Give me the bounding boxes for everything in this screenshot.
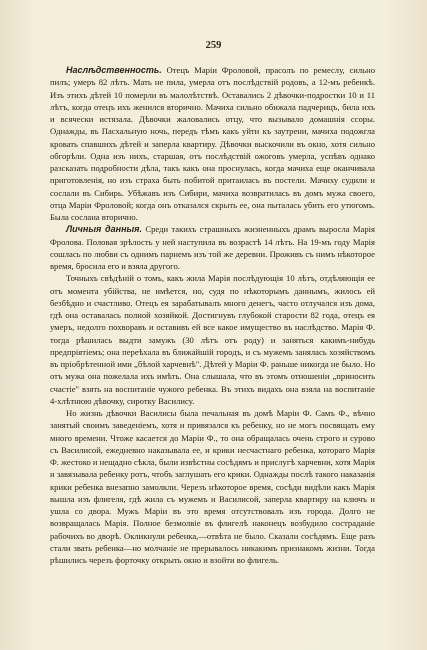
paragraph-text: Точныхъ свѣдѣній о томъ, какъ жила Марія послѣдующія 10 лѣтъ, отдѣляющія ее отъ момента убійства, не имѣется, но, судя по нѣкоторымъ даннымъ, жилось ей безбѣдно и счастливо. Отецъ ея зарабатывалъ много денегъ, часто отлучался изъ дома, гдѣ она оставалась полной хозяйкой. Достигнувъ глубокой старости 82 года, отецъ ея умеръ, недолго похворавъ и оставивъ ей все какое имущество въ наслѣдство. Марія Ф. тогда рѣшилась выдти замужъ (30 лѣтъ отъ роду) и заняться какимъ-нибудь предпріятіемъ; она переѣхала въ ближайшій городъ, и съ мужемъ занялась хозяйствомъ въ пріобрѣтенной ими „бѣлой харчевнѣ". Дѣтей у Маріи Ф. раньше никогда не было. Но отъ мужа она пожелала ихъ имѣть. Она слышала, что въ этомъ отношеніи „приносить счастіе" взять на воспитаніе чужого ребенка. Въ этихъ видахъ она взяла на воспитаніе 4-хлѣтнюю дѣвочку, сиротку Василису. (50, 273, 375, 406)
section-heading-personal-data: Личныя данныя. (66, 224, 142, 235)
page-number: 259 (205, 40, 222, 51)
paragraph-personal-data (50, 223, 375, 272)
paragraph-text: Среди такихъ страшныхъ жизненныхъ драмъ выросла Марія Фролова. Половая зрѣлость у ней наступила въ возрастѣ 14 лѣтъ. На 19-мъ году Марія сошлась по любви съ однимъ парнемъ изъ той же деревни. Проживъ съ нимъ нѣкоторое время, бросила его и взяла другого. (50, 224, 375, 271)
paragraph-vasilisa (50, 407, 375, 566)
paragraph-ten-years (50, 272, 375, 407)
paragraph-text: Отецъ Маріи Фроловой, прасолъ по ремеслу, сильно пилъ; умеръ 82 лѣтъ. Мать не пила, умерла отъ послѣдствій родовъ, а 12-мъ ребенкѣ. Изъ этихъ дѣтей 10 померли въ малолѣтствѣ. Оставались 2 дѣвочки-подростки 10 и 11 лѣтъ, когда отецъ ихъ женился вторично. Мачиха сильно обижала падчерицъ, била ихъ и всячески истязала. Дѣвочки жаловались отцу, что вызывало домашнія ссоры. Однажды, въ Пасхальную ночь, передъ тѣмъ какъ уйти къ заутрени, мачиха подожгла кровать спавшихъ дѣтей и заперла квартиру. Дѣвочки выскочили въ окно, хотя сильно обгорѣли. Одна изъ нихъ, старшая, отъ послѣдствій ожоговъ умерла, успѣвъ однако разсказать подробности дѣла, такъ какъ она проснулась, когда мачиха еще оканчивала приготовленія, но изъ страха быть побитой притаилась въ постели. Мачиху судили и сослали въ Сибирь. Убѣжавъ изъ Сибири, мачиха возвратилась въ домъ мужа своего, отца Маріи Фроловой; когда онъ отказался скрыть ее, она пыталась убить его утюгомъ. Была сослана вторично. (50, 65, 375, 222)
section-heading-heredity: Наслѣдственность. (66, 65, 162, 75)
body-text (50, 64, 375, 566)
paragraph-text: Но жизнь дѣвочки Василисы была печальная въ домѣ Маріи Ф. Самъ Ф., вѣчно занятый своимъ заведеніемъ, хотя и привязался къ ребенку, но не могъ посвящать ему много времени. Чтоже касается до Маріи Ф., то она обращалась очень строго и сурово съ Василисой, ежедневно наказывала ее, и крики несчастнаго ребенка, котораго Марія Ф. жестоко и нещадно сѣкла, были извѣстны сосѣдямъ и прислугѣ харчевни, хотя Марія и завязывала ребенку ротъ, чтобъ заглушать его крики. Однажды послѣ такого наказанія крики ребенка внезапно замолкли. Черезъ нѣкоторое время, сосѣди видѣли какъ Марія вышла изъ флигеля, гдѣ жила съ мужемъ и Василисой, заперла квартиру на ключъ и ушла со двора. Мужъ Маріи въ это время отсутствовалъ изъ города. Долго не возвращалась Марія. Полное безмолвіе въ флигелѣ наконецъ возбудило состраданіе рабочихъ во дворѣ. Окликнули ребенка,—отвѣта не было. Сказали сосѣдямъ. Еще разъ стали звать ребенка—но молчаніе не прерывалось никакимъ признакомъ жизни. Тогда рѣшились черезъ форточку открыть окно и взойти во флигель. (50, 408, 375, 565)
paragraph-heredity (50, 64, 375, 223)
